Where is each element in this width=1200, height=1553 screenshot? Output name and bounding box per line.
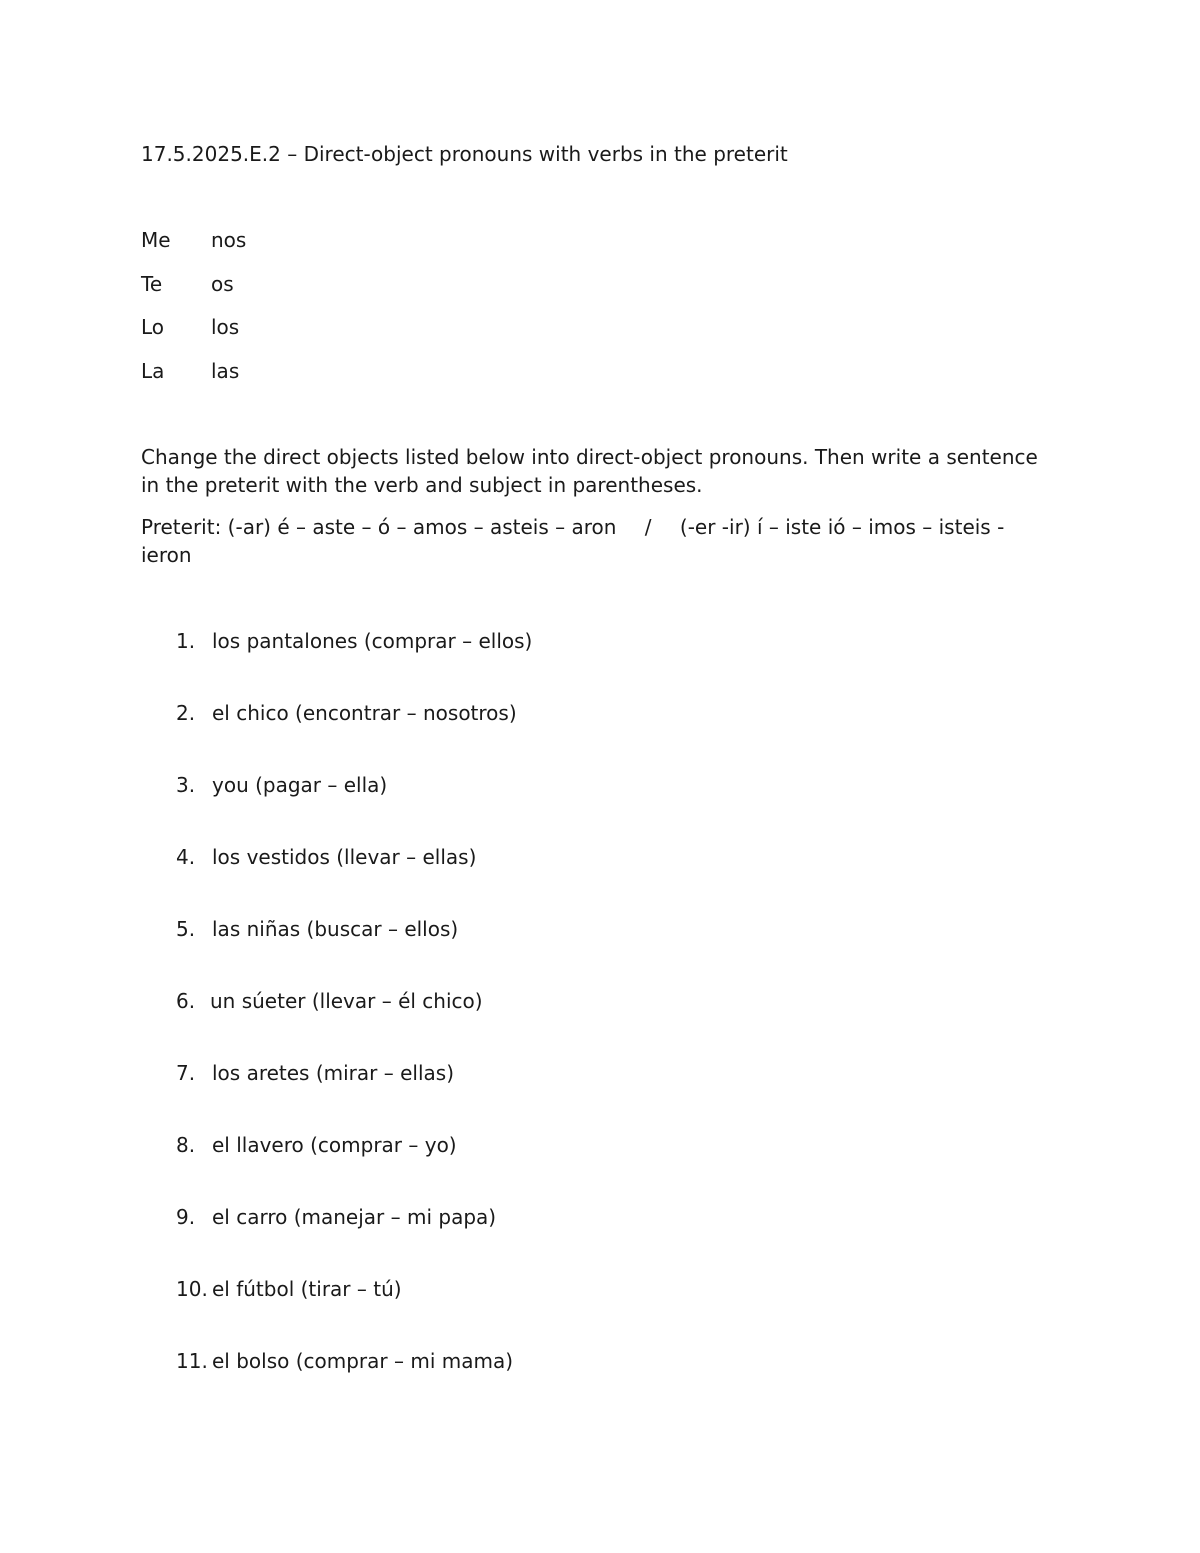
item-number: 5. [176,917,196,941]
item-text: los aretes (mirar – ellas) [212,1061,454,1085]
pronoun-plural: os [211,271,234,296]
item-number: 2. [176,701,196,725]
item-text: un súeter (llevar – él chico) [210,989,483,1013]
item-number: 7. [176,1061,196,1085]
preterit-separator: / [644,515,652,539]
item-number: 8. [176,1133,196,1157]
item-number: 4. [176,845,196,869]
item-text: el llavero (comprar – yo) [212,1133,457,1157]
item-text: los vestidos (llevar – ellas) [212,845,477,869]
item-number: 1. [176,629,196,653]
preterit-ar-endings: (-ar) é – aste – ó – amos – asteis – aron [227,515,617,539]
list-item [0,1204,1200,1276]
list-item [0,988,1200,1060]
preterit-er-ir-endings: (-er -ir) í – iste ió – imos – isteis - ieron [141,515,1005,567]
preterit-endings [141,513,1061,569]
item-text: las niñas (buscar – ellos) [212,917,459,941]
pronoun-singular: Me [141,228,171,252]
item-text: el carro (manejar – mi papa) [212,1205,497,1229]
item-number: 9. [176,1205,196,1229]
instructions-paragraph: Change the direct objects listed below into direct-object pronouns. Then write a sentence in the preterit with the verb and subject in parentheses. [141,445,1038,497]
pronoun-plural: los [211,315,240,339]
pronoun-singular: La [141,358,165,383]
list-item [0,844,1200,916]
exercise-list [0,628,1200,1420]
item-text: you (pagar – ella) [212,773,388,797]
item-number: 3. [176,773,196,797]
item-number: 11. [176,1349,208,1373]
list-item [0,1348,1200,1420]
pronoun-plural: las [211,358,240,383]
pronoun-plural: nos [211,228,247,252]
pronoun-singular: Lo [141,315,165,339]
list-item [0,700,1200,772]
item-text: el fútbol (tirar – tú) [212,1277,402,1301]
list-item [0,1132,1200,1204]
item-number: 6. [176,989,196,1013]
item-number: 10. [176,1277,208,1301]
list-item [0,1060,1200,1132]
list-item [0,1276,1200,1348]
list-item [0,916,1200,988]
preterit-label: Preterit: [141,515,222,539]
list-item [0,772,1200,844]
pronoun-singular: Te [141,271,163,296]
item-text: el bolso (comprar – mi mama) [212,1349,514,1373]
item-text: los pantalones (comprar – ellos) [212,629,533,653]
page-title: 17.5.2025.E.2 – Direct-object pronouns with verbs in the preterit [141,142,788,166]
item-text: el chico (encontrar – nosotros) [212,701,517,725]
list-item [0,628,1200,700]
